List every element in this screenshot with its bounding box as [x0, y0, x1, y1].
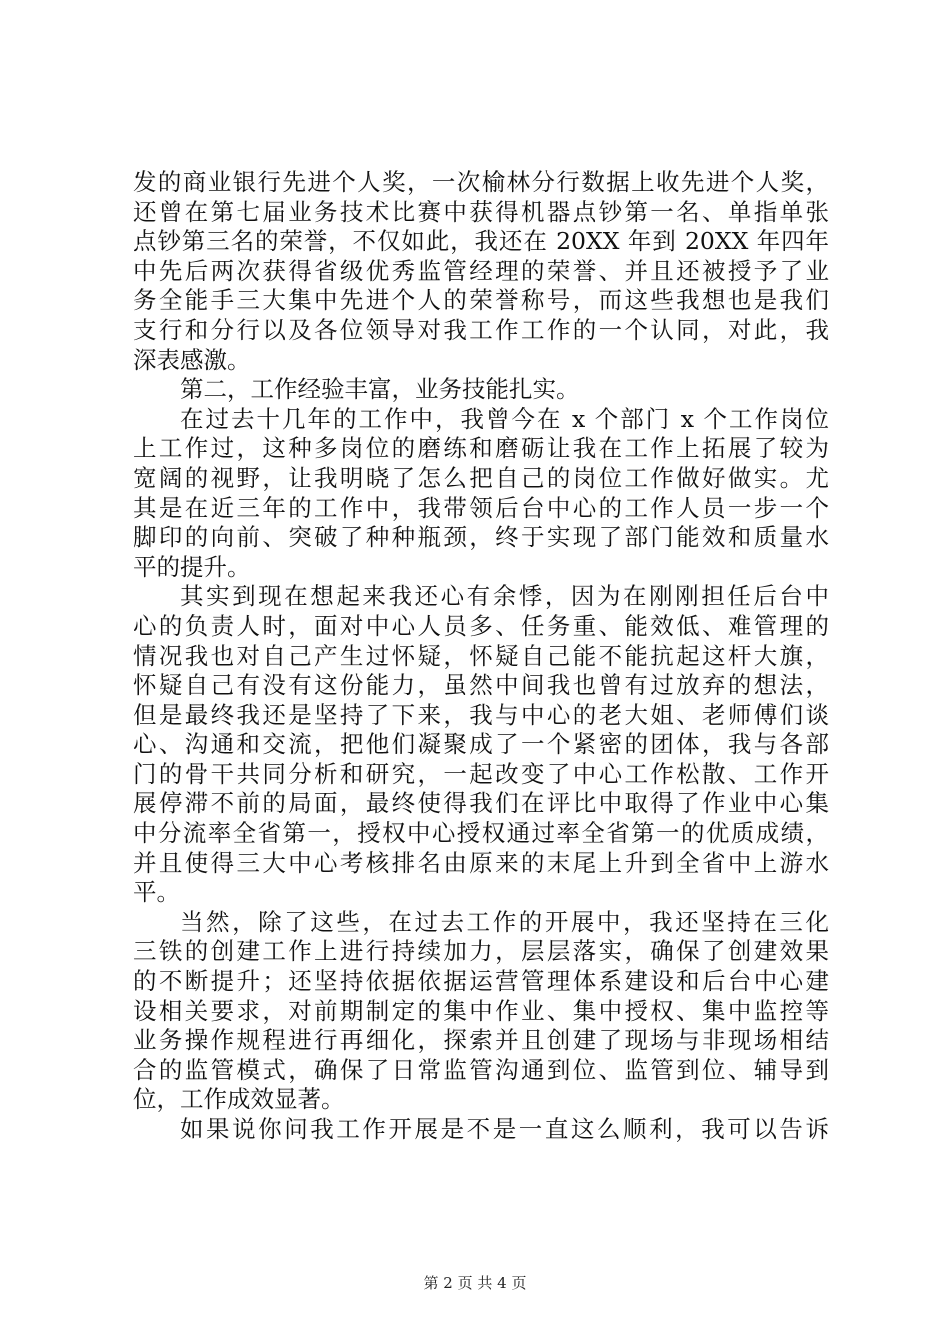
text-line: 其实到现在想起来我还心有余悸，因为在刚刚担任后台中 [180, 582, 829, 611]
text-line: 点钞第三名的荣誉，不仅如此，我还在 20XX 年到 20XX 年四年 [133, 227, 829, 256]
text-line: 平的提升。 [133, 552, 251, 581]
text-line: 平。 [133, 878, 180, 907]
text-line: 心的负责人时，面对中心人员多、任务重、能效低、难管理的 [133, 611, 829, 640]
text-line: 宽阔的视野，让我明晓了怎么把自己的岗位工作做好做实。尤 [133, 463, 829, 492]
text-line: 并且使得三大中心考核排名由原来的末尾上升到全省中上游水 [133, 848, 829, 877]
text-line: 情况我也对自己产生过怀疑，怀疑自己能不能抗起这杆大旗， [133, 641, 829, 670]
text-line: 中先后两次获得省级优秀监管经理的荣誉、并且还被授予了业 [133, 256, 829, 285]
text-line: 但是最终我还是坚持了下来，我与中心的老大姐、老师傅们谈 [133, 700, 829, 729]
text-line: 位，工作成效显著。 [133, 1085, 345, 1114]
text-line: 设相关要求，对前期制定的集中作业、集中授权、集中监控等 [133, 996, 829, 1025]
text-line: 上工作过，这种多岗位的磨练和磨砺让我在工作上拓展了较为 [133, 434, 829, 463]
text-line: 合的监管模式，确保了日常监管沟通到位、监管到位、辅导到 [133, 1055, 829, 1084]
text-line: 业务操作规程进行再细化，探索并且创建了现场与非现场相结 [133, 1026, 829, 1055]
text-line: 怀疑自己有没有这份能力，虽然中间我也曾有过放弃的想法， [133, 671, 829, 700]
page-footer: 第 2 页 共 4 页 [423, 1274, 527, 1292]
text-line: 中分流率全省第一，授权中心授权通过率全省第一的优质成绩， [133, 819, 829, 848]
text-line: 如果说你问我工作开展是不是一直这么顺利，我可以告诉 [180, 1115, 829, 1143]
text-line: 第二，工作经验丰富，业务技能扎实。 [180, 375, 580, 404]
text-line: 当然，除了这些，在过去工作的开展中，我还坚持在三化 [180, 907, 829, 936]
document-body [133, 168, 829, 1145]
text-line: 的不断提升；还坚持依据依据运营管理体系建设和后台中心建 [133, 967, 829, 996]
text-line: 展停滞不前的局面，最终使得我们在评比中取得了作业中心集 [133, 789, 829, 818]
text-line: 务全能手三大集中先进个人的荣誉称号，而这些我想也是我们 [133, 286, 829, 315]
text-line: 发的商业银行先进个人奖，一次榆林分行数据上收先进个人奖， [133, 168, 829, 196]
text-line: 还曾在第七届业务技术比赛中获得机器点钞第一名、单指单张 [133, 197, 829, 226]
text-line: 脚印的向前、突破了种种瓶颈，终于实现了部门能效和质量水 [133, 523, 829, 552]
text-line: 支行和分行以及各位领导对我工作工作的一个认同，对此，我 [133, 315, 829, 344]
text-line: 三铁的创建工作上进行持续加力，层层落实，确保了创建效果 [133, 937, 829, 966]
text-line: 门的骨干共同分析和研究，一起改变了中心工作松散、工作开 [133, 759, 829, 788]
text-line: 深表感激。 [133, 345, 251, 374]
text-line: 在过去十几年的工作中，我曾今在 x 个部门 x 个工作岗位 [180, 404, 829, 433]
text-line: 心、沟通和交流，把他们凝聚成了一个紧密的团体，我与各部 [133, 730, 829, 759]
text-line: 其是在近三年的工作中，我带领后台中心的工作人员一步一个 [133, 493, 829, 522]
